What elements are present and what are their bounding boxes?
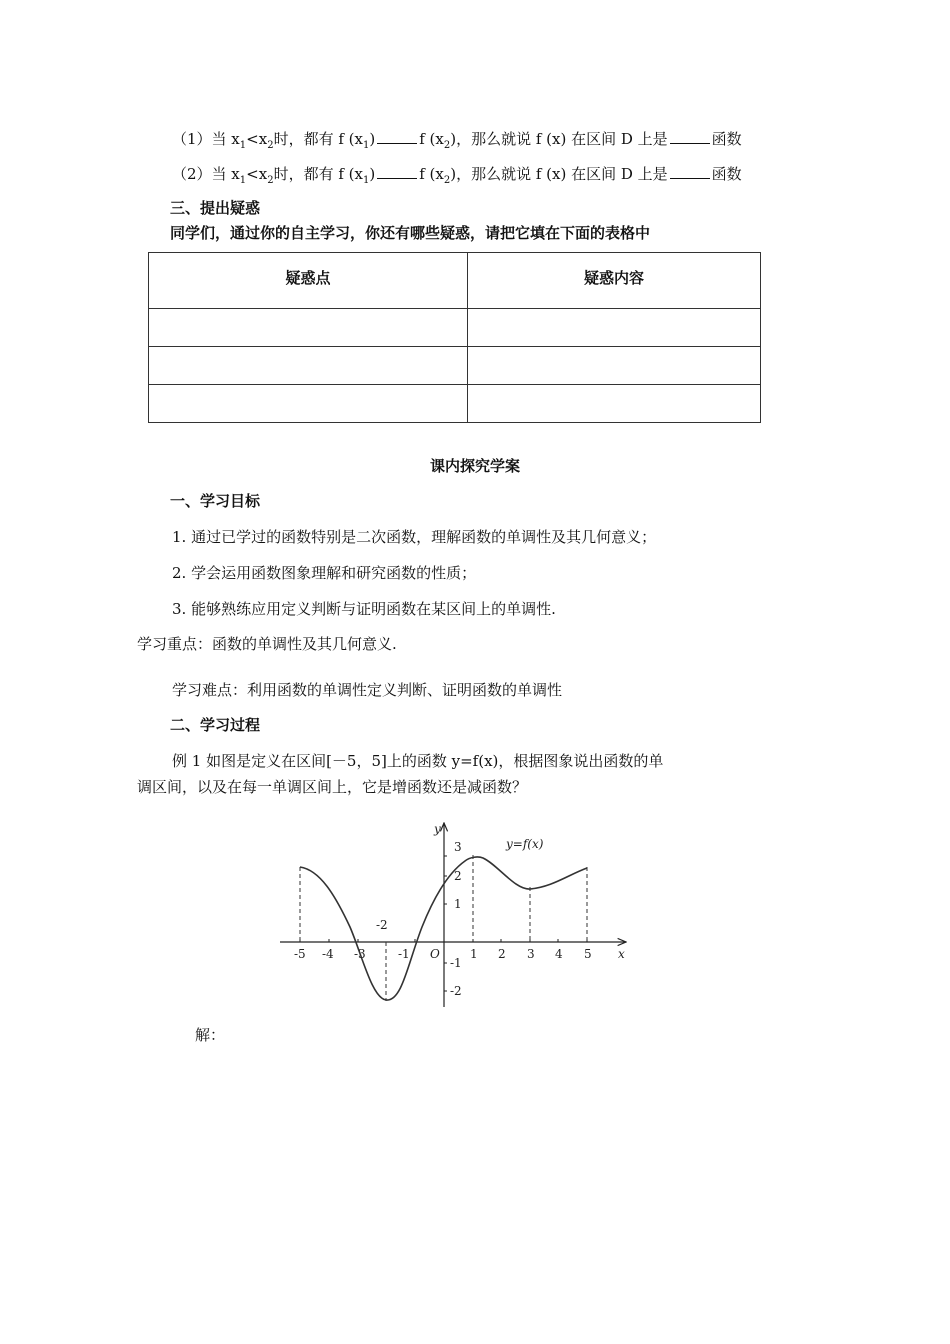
goal-item: 1. 通过已学过的函数特别是二次函数，理解函数的单调性及其几何意义； xyxy=(172,528,657,546)
goal-item: 3. 能够熟练应用定义判断与证明函数在某区间上的单调性. xyxy=(172,600,556,618)
example-text-line-1: 例 1 如图是定义在区间[－5，5]上的函数 y=f(x)，根据图象说出函数的单 xyxy=(172,752,664,770)
page-title: 课内探究学案 xyxy=(429,457,520,475)
section-heading-questions: 三、提出疑惑 xyxy=(170,199,261,217)
y-tick-label: 3 xyxy=(454,840,462,854)
key-point: 学习重点：函数的单调性及其几何意义. xyxy=(137,635,397,653)
goal-item: 2. 学会运用函数图象理解和研究函数的性质； xyxy=(172,564,477,582)
minimum-label: -2 xyxy=(376,918,388,932)
x-tick-label: -1 xyxy=(398,947,410,961)
x-tick-label: 4 xyxy=(555,947,563,961)
table-cell[interactable] xyxy=(468,347,761,385)
function-label: y=f(x) xyxy=(506,837,544,851)
x-tick-label: -4 xyxy=(322,947,334,961)
section-heading-process: 二、学习过程 xyxy=(170,716,261,734)
x-tick-label: 5 xyxy=(584,947,592,961)
table-header-content: 疑惑内容 xyxy=(468,253,761,309)
x-tick-label: 2 xyxy=(498,947,506,961)
blank-compare-1[interactable] xyxy=(377,129,417,144)
y-axis-label: y xyxy=(434,822,441,836)
y-tick-label: -2 xyxy=(450,984,462,998)
blank-type-2[interactable] xyxy=(670,164,710,179)
x-tick-label: 1 xyxy=(470,947,478,961)
table-cell[interactable] xyxy=(149,385,468,423)
difficulty: 学习难点：利用函数的单调性定义判断、证明函数的单调性 xyxy=(172,681,563,699)
table-cell[interactable] xyxy=(468,309,761,347)
section-heading-goals: 一、学习目标 xyxy=(170,492,261,510)
questions-table xyxy=(148,252,761,423)
answer-label: 解： xyxy=(195,1026,226,1044)
table-header-point: 疑惑点 xyxy=(149,253,468,309)
x-tick-label: -5 xyxy=(294,947,306,961)
blank-compare-2[interactable] xyxy=(377,164,417,179)
definition-line-1: （1）当 $x_1<x_2$时，都有 f $(x_1)$ f $(x_2)$，那么就说 f (x) 在区间 D 上是 函数 xyxy=(172,130,742,151)
y-tick-label: 2 xyxy=(454,869,462,883)
example-text-line-2: 调区间，以及在每一单调区间上，它是增函数还是减函数？ xyxy=(137,778,528,796)
y-tick-label: -1 xyxy=(450,956,462,970)
table-cell[interactable] xyxy=(149,347,468,385)
x-axis-label: x xyxy=(618,947,625,961)
definition-line-2: （2）当 $x_1<x_2$时，都有 f $(x_1)$ f $(x_2)$，那么就说 f (x) 在区间 D 上是 函数 xyxy=(172,165,742,186)
questions-prompt: 同学们，通过你的自主学习，你还有哪些疑惑，请把它填在下面的表格中 xyxy=(170,224,651,242)
x-tick-label: -3 xyxy=(354,947,366,961)
table-cell[interactable] xyxy=(149,309,468,347)
function-graph xyxy=(270,815,640,1015)
y-tick-label: 1 xyxy=(454,897,462,911)
origin-label: O xyxy=(430,947,440,961)
x-tick-label: 3 xyxy=(527,947,535,961)
blank-type-1[interactable] xyxy=(670,129,710,144)
table-cell[interactable] xyxy=(468,385,761,423)
